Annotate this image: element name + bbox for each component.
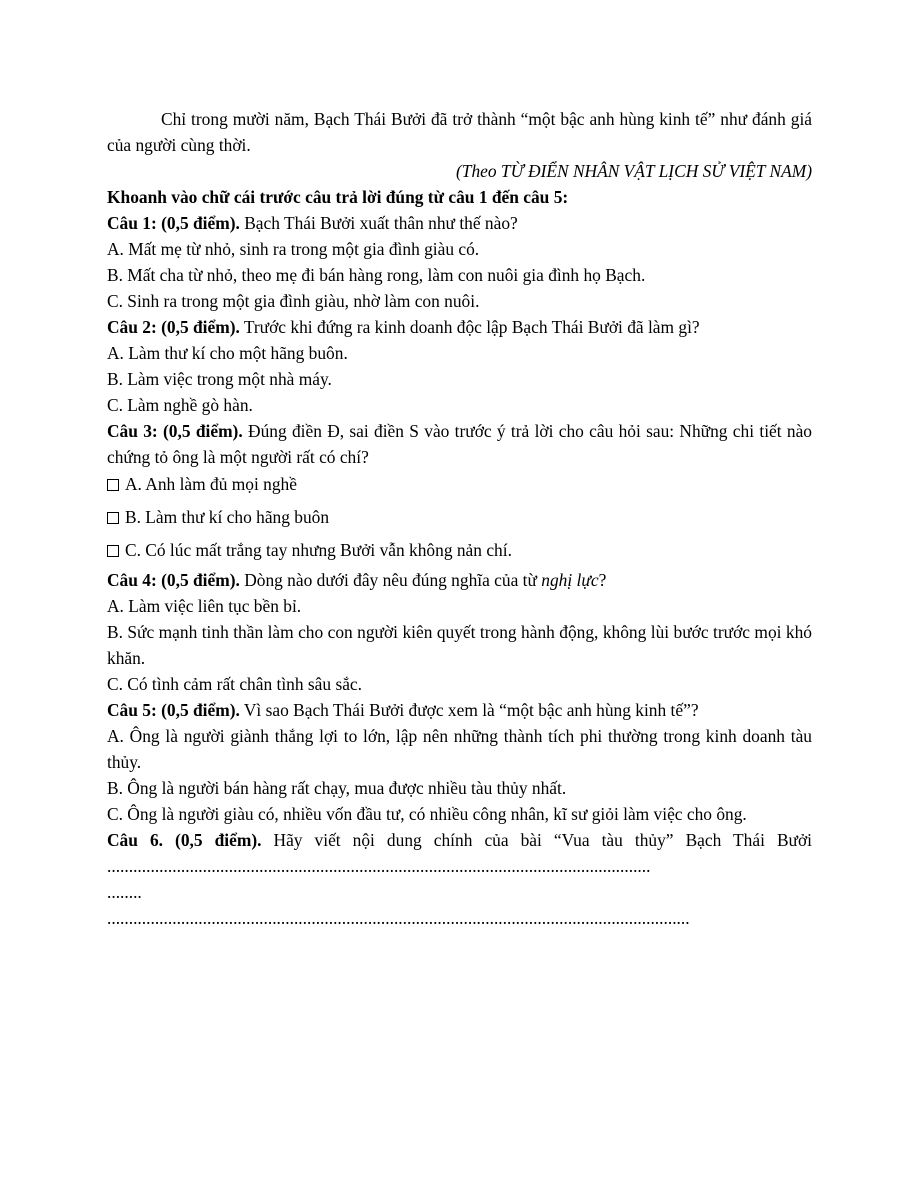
- question-1-option-a[interactable]: A. Mất mẹ từ nhỏ, sinh ra trong một gia đình giàu có.: [107, 239, 480, 259]
- question-5-option-c[interactable]: C. Ông là người giàu có, nhiều vốn đầu tư, có nhiều công nhân, kĩ sư giỏi làm việc cho ông.: [107, 804, 747, 824]
- question-4-option-a[interactable]: A. Làm việc liên tục bền bỉ.: [107, 596, 302, 616]
- passage-closing-paragraph: Chỉ trong mười năm, Bạch Thái Bưởi đã trở thành “một bậc anh hùng kinh tế” như đánh giá của người cùng thời.: [107, 109, 812, 155]
- question-4-option-c[interactable]: C. Có tình cảm rất chân tình sâu sắc.: [107, 674, 363, 694]
- worksheet-page: [107, 106, 812, 931]
- question-2-label: Câu 2: (0,5 điểm).: [107, 317, 240, 337]
- checkbox-c[interactable]: [107, 545, 119, 557]
- question-2-option-a[interactable]: A. Làm thư kí cho một hãng buôn.: [107, 343, 348, 363]
- checkbox-b[interactable]: [107, 512, 119, 524]
- question-1: [107, 210, 812, 236]
- question-6: [107, 827, 812, 879]
- question-5-text: Vì sao Bạch Thái Bưởi được xem là “một bậc anh hùng kinh tế”?: [239, 700, 699, 720]
- question-4: [107, 567, 812, 593]
- answer-dots-3[interactable]: ......................................................................................................................................: [107, 908, 690, 928]
- question-3-option-b: [107, 501, 812, 534]
- question-3-option-a: [107, 468, 812, 501]
- passage-source: (Theo TỪ ĐIỂN NHÂN VẬT LỊCH SỬ VIỆT NAM): [455, 161, 812, 181]
- question-2-option-c[interactable]: C. Làm nghề gò hàn.: [107, 395, 253, 415]
- answer-dots-2[interactable]: ........: [107, 882, 142, 902]
- answer-dots-1[interactable]: .............................................................................................................................: [107, 856, 651, 876]
- checkbox-a[interactable]: [107, 479, 119, 491]
- question-6-label: Câu 6. (0,5 điểm).: [107, 830, 262, 850]
- question-4-text-before: Dòng nào dưới đây nêu đúng nghĩa của từ: [239, 570, 542, 590]
- question-3-option-c-text: C. Có lúc mất trắng tay nhưng Bưởi vẫn không nản chí.: [125, 540, 512, 560]
- question-6-text: Hãy viết nội dung chính của bài “Vua tàu thủy” Bạch Thái Bưởi: [261, 830, 812, 850]
- question-1-label: Câu 1: (0,5 điểm).: [107, 213, 240, 233]
- question-2: [107, 314, 812, 340]
- question-4-term: nghị lực: [541, 570, 599, 590]
- question-2-option-b[interactable]: B. Làm việc trong một nhà máy.: [107, 369, 332, 389]
- instruction: Khoanh vào chữ cái trước câu trả lời đúng từ câu 1 đến câu 5:: [107, 187, 569, 207]
- question-3-text: Đúng điền Đ, sai điền S vào trước ý trả lời cho câu hỏi sau: Những chi tiết nào chứng tỏ ông là một người rất có chí?: [107, 421, 812, 467]
- question-5-label: Câu 5: (0,5 điểm).: [107, 700, 240, 720]
- question-4-label: Câu 4: (0,5 điểm).: [107, 570, 240, 590]
- question-3-label: Câu 3: (0,5 điểm).: [107, 421, 243, 441]
- question-5-option-a[interactable]: A. Ông là người giành thắng lợi to lớn, lập nên những thành tích phi thường trong kinh doanh tàu thủy.: [107, 726, 812, 772]
- question-2-text: Trước khi đứng ra kinh doanh độc lập Bạch Thái Bưởi đã làm gì?: [239, 317, 700, 337]
- question-4-text-after: ?: [598, 570, 607, 590]
- question-3: [107, 418, 812, 470]
- question-3-option-a-text: A. Anh làm đủ mọi nghề: [125, 474, 297, 494]
- question-5-option-b[interactable]: B. Ông là người bán hàng rất chạy, mua được nhiều tàu thủy nhất.: [107, 778, 567, 798]
- question-1-option-c[interactable]: C. Sinh ra trong một gia đình giàu, nhờ làm con nuôi.: [107, 291, 480, 311]
- question-1-option-b[interactable]: B. Mất cha từ nhỏ, theo mẹ đi bán hàng rong, làm con nuôi gia đình họ Bạch.: [107, 265, 646, 285]
- question-1-text: Bạch Thái Bưởi xuất thân như thế nào?: [239, 213, 518, 233]
- question-3-option-c: [107, 534, 812, 567]
- question-4-option-b[interactable]: B. Sức mạnh tinh thần làm cho con người kiên quyết trong hành động, không lùi bước trước mọi khó khăn.: [107, 622, 812, 668]
- question-5: [107, 697, 812, 723]
- question-3-option-b-text: B. Làm thư kí cho hãng buôn: [125, 507, 330, 527]
